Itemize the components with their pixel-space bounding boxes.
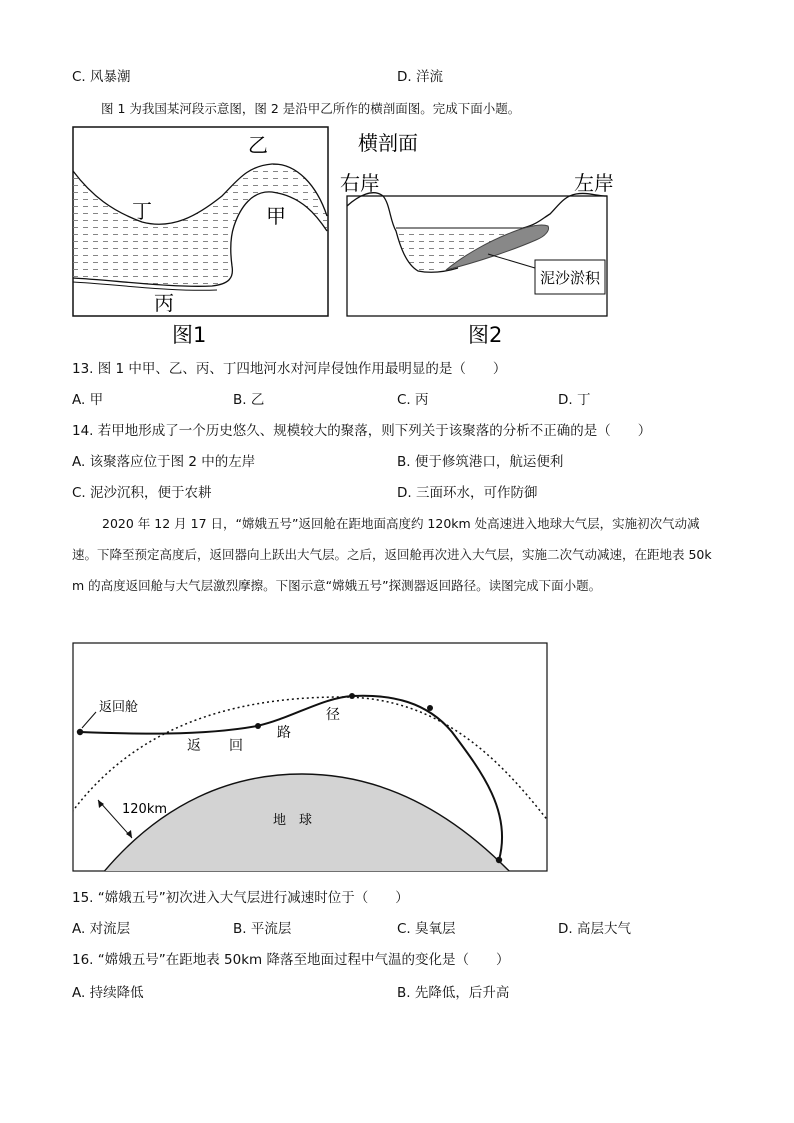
intro-paragraph-2: 2020 年 12 月 17 日，“嫦娥五号”返回舱在距地面高度约 120km 处高速进入地球大气层，实施初次气动减速。下降至预定高度后，返回器向上跃出大气层。之后，返回舱再次进入大气层，实施二次气动减速，在距地表 50km 的高度返回舱与大气层激烈摩擦。下图示意“嫦娥五号”探测器返回路径。读图完成下面小题。	[72, 516, 712, 593]
q14-option-a: A. 该聚落应位于图 2 中的左岸	[72, 454, 256, 470]
intro-paragraph-1: 图 1 为我国某河段示意图，图 2 是沿甲乙所作的横剖面图。完成下面小题。	[101, 101, 521, 116]
path-label-char-3: 路	[277, 725, 291, 741]
q15-option-c: C. 臭氧层	[397, 921, 456, 937]
altitude-label: 120km	[122, 802, 168, 817]
earth-label: 地 球	[273, 813, 313, 828]
path-label-char-4: 径	[326, 707, 340, 723]
question-16-stem: 16. “嫦娥五号”在距地表 50km 降落至地面过程中气温的变化是（ ）	[72, 952, 510, 968]
label-left-bank: 左岸	[574, 171, 614, 195]
option-c: C. 风暴潮	[72, 69, 131, 85]
path-point-3	[349, 693, 355, 699]
label-right-bank: 右岸	[340, 171, 380, 195]
question-14-stem: 14. 若甲地形成了一个历史悠久、规模较大的聚落，则下列关于该聚落的分析不正确的是（ ）	[72, 423, 652, 439]
q14-option-b: B. 便于修筑港口，航运便利	[397, 454, 564, 470]
landing-point	[496, 857, 502, 863]
q16-option-b: B. 先降低，后升高	[397, 985, 510, 1001]
label-ding: 丁	[132, 199, 152, 223]
q13-option-c: C. 丙	[397, 392, 429, 408]
question-13-stem: 13. 图 1 中甲、乙、丙、丁四地河水对河岸侵蚀作用最明显的是（ ）	[72, 361, 507, 377]
q13-option-d: D. 丁	[558, 392, 591, 408]
figure-2-caption: 图2	[468, 323, 503, 347]
path-label-char-2: 回	[229, 738, 243, 754]
figure-3-return-path	[72, 642, 549, 874]
capsule-label: 返回舱	[99, 700, 139, 715]
label-yi: 乙	[248, 133, 268, 157]
figure-1-caption: 图1	[172, 323, 207, 347]
figure-2-title: 横剖面	[358, 131, 418, 155]
q13-option-b: B. 乙	[233, 392, 265, 408]
path-label-char-1: 返	[187, 738, 201, 754]
sediment-label: 泥沙淤积	[540, 269, 601, 287]
q14-option-c: C. 泥沙沉积，便于农耕	[72, 485, 212, 501]
path-point-2	[255, 723, 261, 729]
label-bing: 丙	[154, 291, 174, 315]
figure-2-cross-section	[338, 126, 628, 348]
q13-option-a: A. 甲	[72, 392, 104, 408]
question-15-stem: 15. “嫦娥五号”初次进入大气层进行减速时位于（ ）	[72, 890, 409, 906]
q15-option-b: B. 平流层	[233, 921, 292, 937]
figure-1-river-map	[72, 126, 330, 348]
q14-option-d: D. 三面环水，可作防御	[397, 485, 538, 501]
q16-option-a: A. 持续降低	[72, 985, 144, 1001]
q15-option-a: A. 对流层	[72, 921, 131, 937]
capsule-point	[77, 729, 83, 735]
path-point-4	[427, 705, 433, 711]
label-jia: 甲	[266, 204, 286, 228]
option-d: D. 洋流	[397, 69, 443, 85]
q15-option-d: D. 高层大气	[558, 921, 631, 937]
